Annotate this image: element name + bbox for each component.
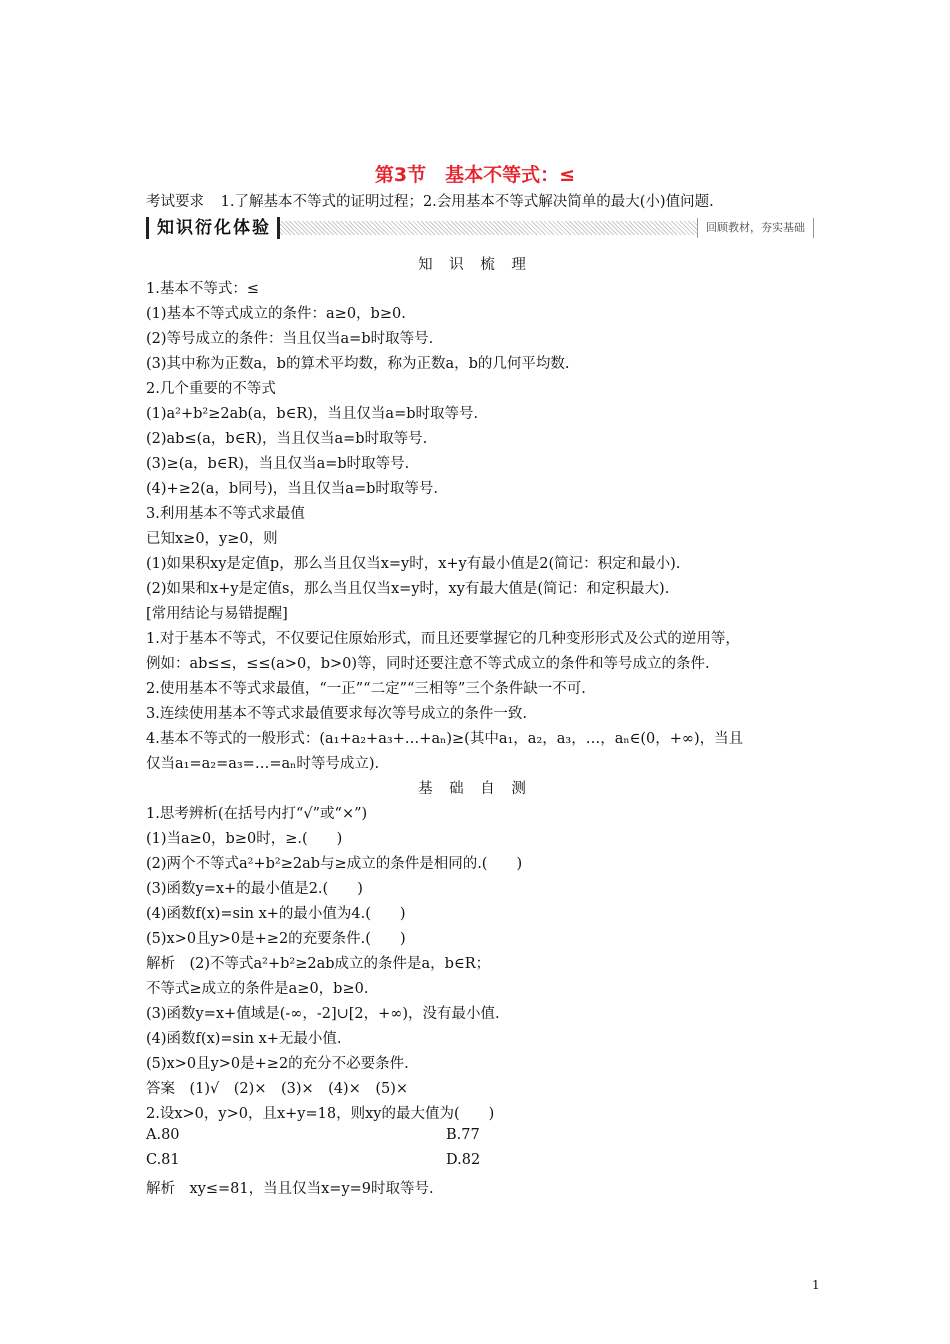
text-line: (1)当a≥0，b≥0时，≥.( ) <box>146 831 343 847</box>
section-heading-knowledge: 知 识 梳 理 <box>418 257 532 273</box>
text-line: 1.基本不等式：≤ <box>146 281 259 297</box>
text-line: (3)函数y=x+值域是(-∞，-2]∪[2，+∞)，没有最小值. <box>146 1006 500 1022</box>
text-line: (5)x>0且y>0是+≥2的充要条件.( ) <box>146 931 406 947</box>
text-line: 1.思考辨析(在括号内打“√”或“×”) <box>146 806 368 822</box>
text-line: 解析 xy≤=81，当且仅当x=y=9时取等号. <box>146 1181 434 1197</box>
text-line: (2)两个不等式a²+b²≥2ab与≥成立的条件是相同的.( ) <box>146 856 523 872</box>
text-line: 已知x≥0，y≥0，则 <box>146 531 278 547</box>
text-line: 2.几个重要的不等式 <box>146 381 276 397</box>
text-line: (3)函数y=x+的最小值是2.( ) <box>146 881 363 897</box>
text-line: (2)等号成立的条件：当且仅当a=b时取等号. <box>146 331 434 347</box>
text-line: 例如：ab≤≤，≤≤(a>0，b>0)等，同时还要注意不等式成立的条件和等号成立的条件. <box>146 656 710 672</box>
text-line: (4)函数f(x)=sin x+无最小值. <box>146 1031 342 1047</box>
text-line: 3.连续使用基本不等式求最值要求每次等号成立的条件一致. <box>146 706 527 722</box>
text-line: 2.使用基本不等式求最值，“一正”“二定”“三相等”三个条件缺一不可. <box>146 681 586 697</box>
option-a: A.80 <box>146 1127 180 1143</box>
text-line: 4.基本不等式的一般形式：(a₁+a₂+a₃+…+aₙ)≥(其中a₁，a₂，a₃，…，aₙ∈(0，+∞)，当且 <box>146 731 744 747</box>
exam-requirements <box>146 190 826 211</box>
text-line: 答案 (1)√ (2)× (3)× (4)× (5)× <box>146 1081 409 1097</box>
text-line: 解析 (2)不等式a²+b²≥2ab成立的条件是a，b∈R； <box>146 956 491 972</box>
banner-right-caption: 回顾教材，夯实基础 <box>697 218 814 238</box>
text-line: (1)a²+b²≥2ab(a，b∈R)，当且仅当a=b时取等号. <box>146 406 479 422</box>
text-line: 不等式≥成立的条件是a≥0，b≥0. <box>146 981 369 997</box>
option-c: C.81 <box>146 1152 180 1168</box>
text-line: (4)函数f(x)=sin x+的最小值为4.( ) <box>146 906 406 922</box>
text-line: 2.设x>0，y>0，且x+y=18，则xy的最大值为( ) <box>146 1106 495 1122</box>
text-line: [常用结论与易错提醒] <box>146 606 288 622</box>
text-line: (5)x>0且y>0是+≥2的充分不必要条件. <box>146 1056 409 1072</box>
text-line: 仅当a₁=a₂=a₃=…=aₙ时等号成立). <box>146 756 380 772</box>
text-line: (3)≥(a，b∈R)，当且仅当a=b时取等号. <box>146 456 410 472</box>
text-line: 3.利用基本不等式求最值 <box>146 506 305 522</box>
section-banner <box>146 217 814 241</box>
page-number: 1 <box>812 1278 820 1292</box>
requirements-text: 1.了解基本不等式的证明过程；2.会用基本不等式解决简单的最大(小)值问题. <box>220 194 714 210</box>
text-line: (2)ab≤(a，b∈R)，当且仅当a=b时取等号. <box>146 431 428 447</box>
text-line: (4)+≥2(a，b同号)，当且仅当a=b时取等号. <box>146 481 438 497</box>
text-line: 1.对于基本不等式，不仅要记住原始形式，而且还要掌握它的几种变形形式及公式的逆用等， <box>146 631 740 647</box>
requirements-label: 考试要求 <box>146 194 204 210</box>
page-title: 第3节 基本不等式：≤ <box>374 164 576 186</box>
text-line: (3)其中称为正数a，b的算术平均数，称为正数a，b的几何平均数. <box>146 356 570 372</box>
banner-left-title: 知识衍化体验 <box>146 217 280 239</box>
option-b: B.77 <box>446 1127 480 1143</box>
section-heading-selftest: 基 础 自 测 <box>418 781 532 797</box>
text-line: (2)如果和x+y是定值s，那么当且仅当x=y时，xy有最大值是(简记：和定积最大). <box>146 581 670 597</box>
text-line: (1)如果积xy是定值p，那么当且仅当x=y时，x+y有最小值是2(简记：积定和最小). <box>146 556 681 572</box>
option-d: D.82 <box>446 1152 481 1168</box>
text-line: (1)基本不等式成立的条件：a≥0，b≥0. <box>146 306 406 322</box>
